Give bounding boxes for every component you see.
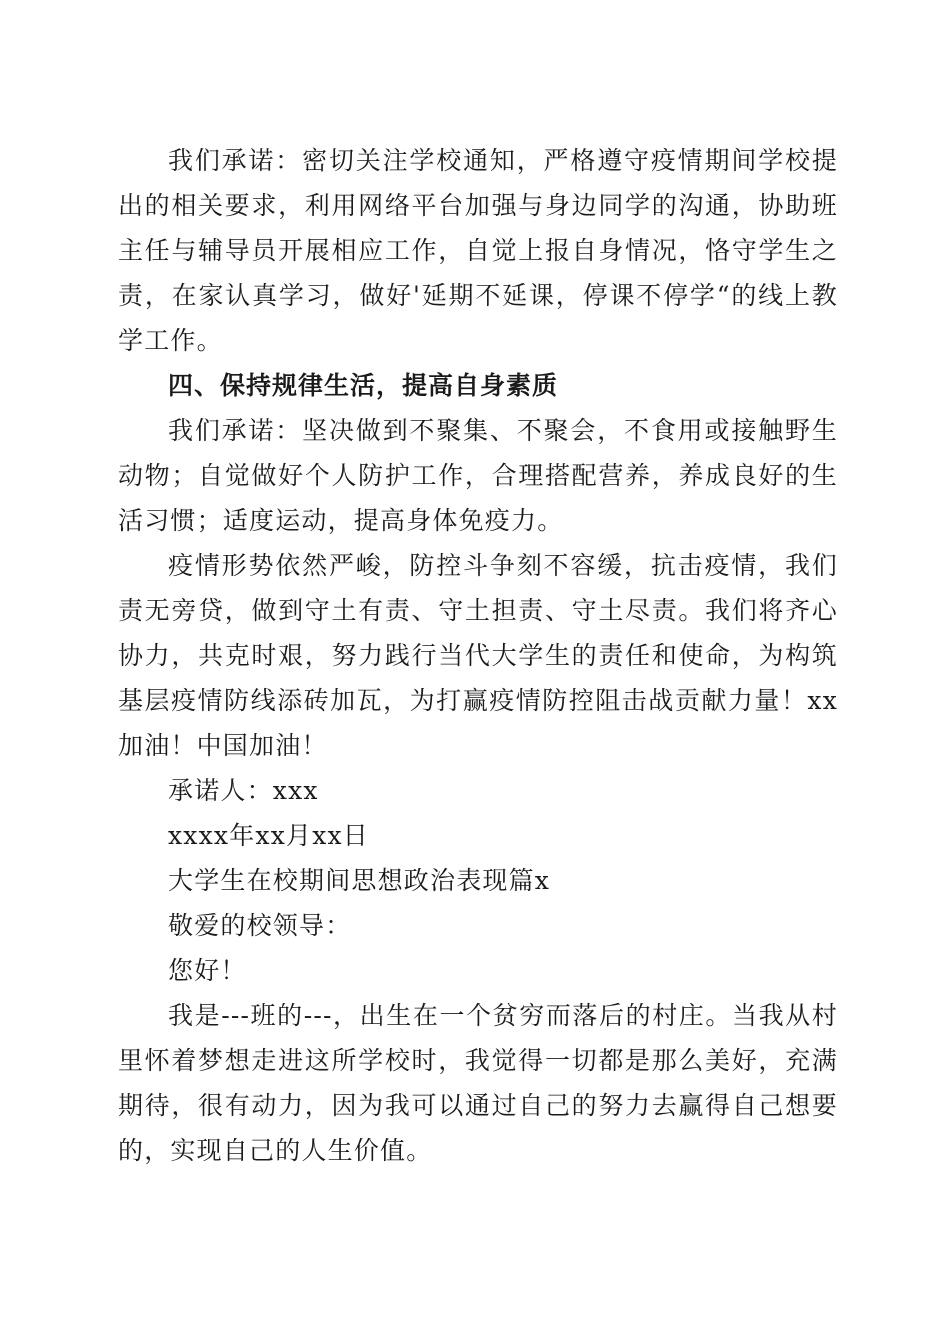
commitment-paragraph-4: 我们承诺：坚决做到不聚集、不聚会，不食用或接触野生动物；自觉做好个人防护工作，合理搭配营养，养成良好的生活习惯；适度运动，提高身体免疫力。 [118, 416, 838, 535]
next-article-title: 大学生在校期间思想政治表现篇x [168, 866, 551, 895]
intro-paragraph: 我是---班的---，出生在一个贫穷而落后的村庄。当我从村里怀着梦想走进这所学校时，我觉得一切都是那么美好，充满期待，很有动力，因为我可以通过自己的努力去赢得自己想要的，实现自己的人生价值。 [118, 1001, 838, 1165]
greeting: 您好！ [168, 956, 247, 985]
closing-paragraph: 疫情形势依然严峻，防控斗争刻不容缓，抗击疫情，我们责无旁贷，做到守土有责、守土担责、守土尽责。我们将齐心协力，共克时艰，努力践行当代大学生的责任和使命，为构筑基层疫情防线添砖加瓦，为打赢疫情防控阻击战贡献力量！xx加油！中国加油！ [118, 551, 838, 760]
commitment-paragraph-3: 我们承诺：密切关注学校通知，严格遵守疫情期间学校提出的相关要求，利用网络平台加强与身边同学的沟通，协助班主任与辅导员开展相应工作，自觉上报自身情况，恪守学生之责，在家认真学习，做好'延期不延课，停课不停学“的线上教学工作。 [118, 146, 838, 355]
signer-line: 承诺人：xxx [168, 776, 319, 805]
date-line: xxxx年xx月xx日 [168, 821, 369, 850]
document-page [118, 138, 838, 1173]
section-heading-4: 四、保持规律生活，提高自身素质 [168, 371, 559, 400]
salutation: 敬爱的校领导： [168, 911, 352, 940]
